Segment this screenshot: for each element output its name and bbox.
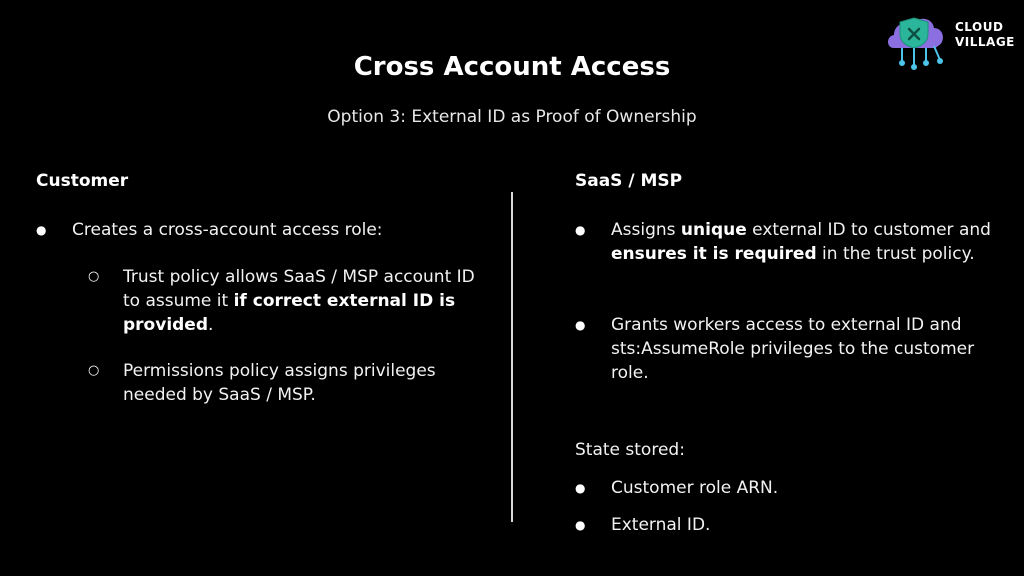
state-stored-label: State stored: [575, 440, 685, 460]
text-run-bold: ensures it is required [611, 244, 817, 264]
bullet-icon: ● [575, 481, 586, 495]
saas-item-1 [611, 218, 1011, 266]
customer-sub-item-1 [123, 265, 483, 337]
sub-bullet-icon: ○ [88, 269, 100, 284]
text-run: Assigns [611, 220, 681, 240]
saas-item-2: Grants workers access to external ID and sts:AssumeRole privileges to the customer role. [611, 315, 975, 383]
bullet-icon: ● [575, 318, 586, 332]
text-run: external ID to customer and [746, 220, 991, 240]
text-run: . [208, 315, 214, 335]
saas-heading: SaaS / MSP [575, 171, 683, 191]
sub-bullet-icon: ○ [88, 363, 100, 378]
logo-line-2: VILLAGE [955, 35, 1015, 49]
customer-item-1: Creates a cross-account access role: [72, 220, 383, 240]
text-run-bold: unique [680, 220, 747, 240]
customer-sub-item-2: Permissions policy assigns privileges needed by SaaS / MSP. [123, 361, 436, 405]
column-divider [511, 192, 513, 522]
text-run-bold: if correct external ID is provided [123, 291, 456, 335]
bullet-icon: ● [575, 518, 586, 532]
logo-line-1: CLOUD [955, 20, 1004, 34]
bullet-icon: ● [36, 223, 47, 237]
customer-heading: Customer [36, 171, 129, 191]
page-title: Cross Account Access [353, 52, 671, 82]
bullet-icon: ● [575, 223, 586, 237]
text-run: Trust policy allows SaaS / MSP account ID to assume it [123, 267, 475, 311]
state-item: Customer role ARN. [611, 478, 779, 498]
text-run: in the trust policy. [816, 244, 975, 264]
page-subtitle: Option 3: External ID as Proof of Ownership [327, 107, 697, 127]
state-item: External ID. [611, 515, 711, 535]
